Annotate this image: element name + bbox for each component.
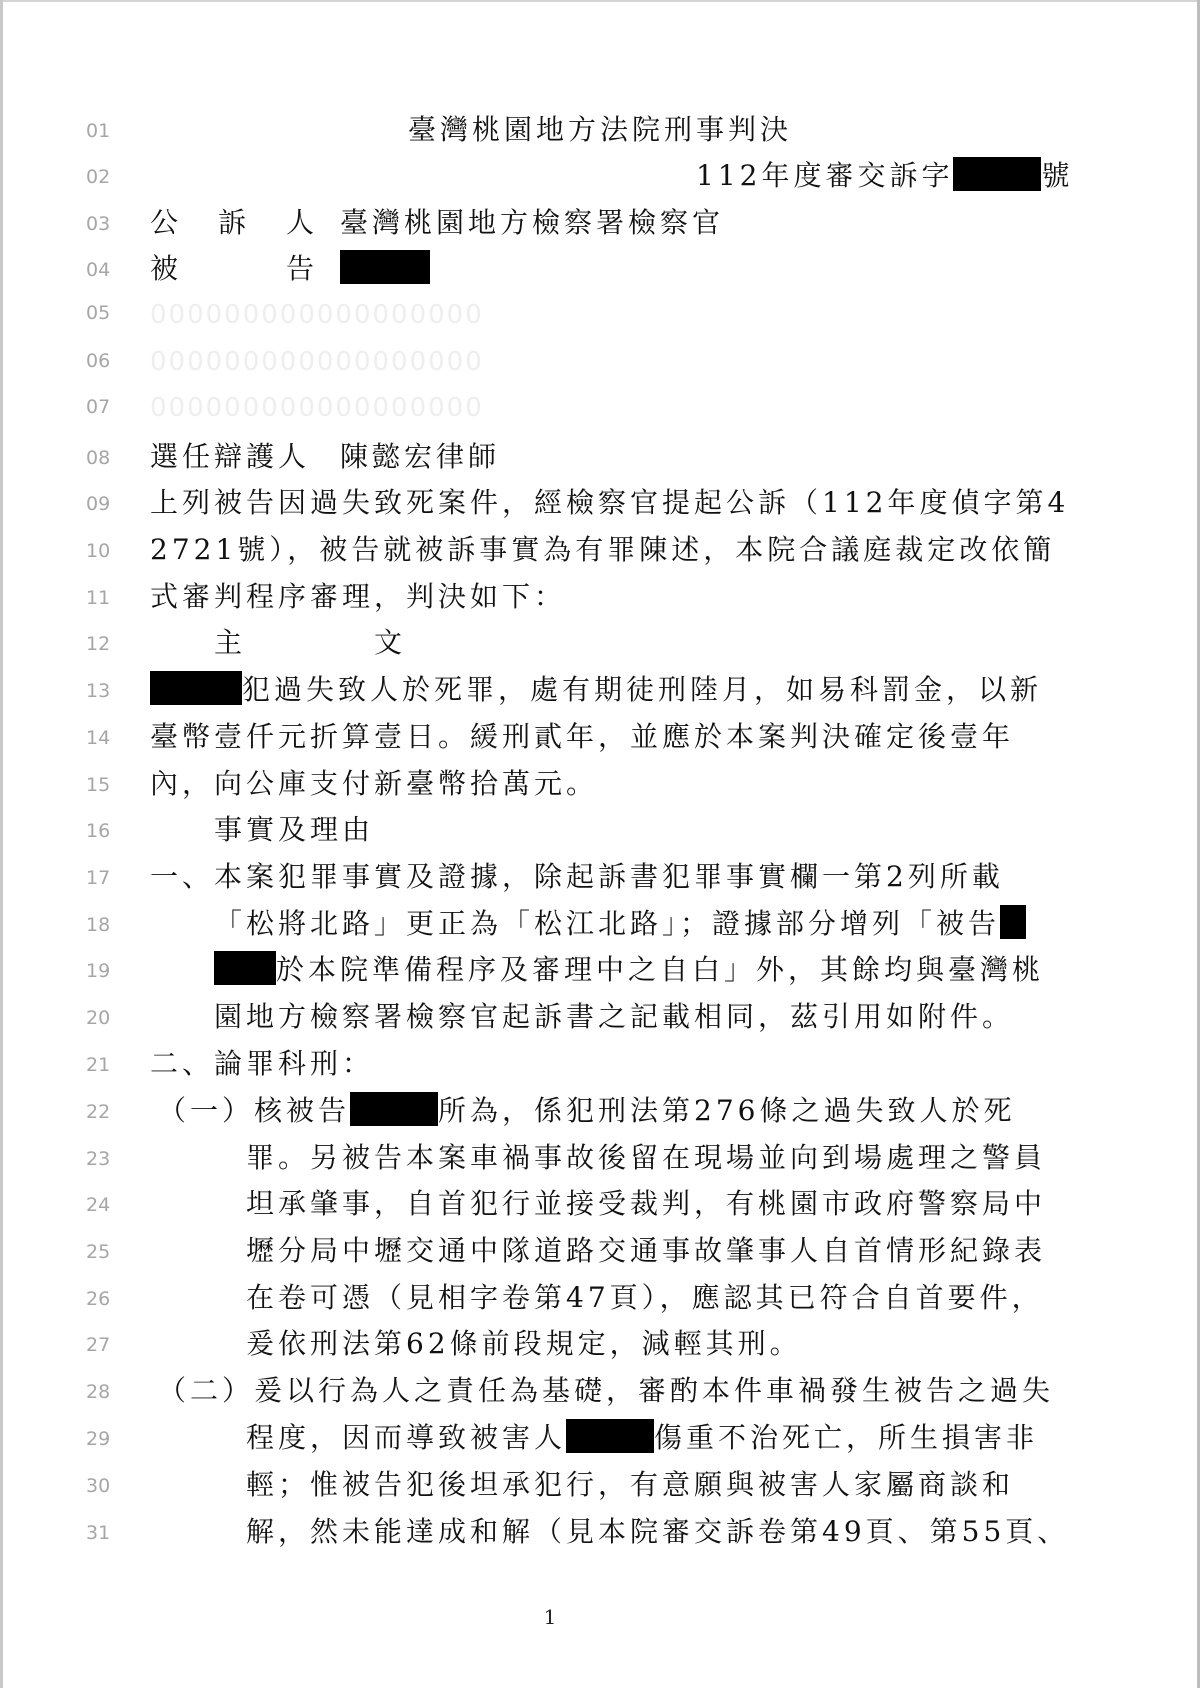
line-number: 13 xyxy=(86,680,111,702)
intro-line: 上列被告因過失致死案件，經檢察官提起公訴（112年度偵字第4 xyxy=(150,486,1070,519)
redaction-block xyxy=(1000,905,1026,939)
line-number: 21 xyxy=(86,1054,111,1076)
redacted-placeholder-line: 000000000000000000 xyxy=(150,347,484,377)
paragraph-one-content: 所為，係犯刑法第276條之過失致人於死 xyxy=(438,1094,1016,1127)
section-one-content: 於本院準備程序及審理中之自白」外，其餘均與臺灣桃 xyxy=(276,953,1045,986)
section-one-line: 園地方檢察署檢察官起訴書之記載相同，茲引用如附件。 xyxy=(214,1000,1015,1033)
line-number: 12 xyxy=(86,633,111,655)
line-number: 10 xyxy=(86,540,111,562)
intro-line: 式審判程序審理，判決如下： xyxy=(150,580,567,613)
intro-line: 2721號），被告就被訴事實為有罪陳述，本院合議庭裁定改依簡 xyxy=(150,533,1056,566)
line-number: 18 xyxy=(86,914,111,936)
paragraph-two-content: 程度，因而導致被害人 xyxy=(246,1421,567,1454)
prosecutor-name: 臺灣桃園地方檢察署檢察官 xyxy=(340,206,725,239)
document-title: 臺灣桃園地方法院刑事判決 xyxy=(408,113,793,146)
paragraph-two-content: 傷重不治死亡，所生損害非 xyxy=(654,1421,1039,1454)
line-number: 08 xyxy=(86,447,111,469)
line-number: 09 xyxy=(86,493,111,515)
prosecutor-line xyxy=(150,203,1050,243)
line-number: 05 xyxy=(86,302,111,324)
redacted-placeholder-line: 000000000000000000 xyxy=(150,300,484,330)
paragraph-two-line xyxy=(246,1418,1146,1458)
main-text-line: 內，向公庫支付新臺幣拾萬元。 xyxy=(150,767,599,800)
line-number: 03 xyxy=(86,213,111,235)
paragraph-one-line: 爰依刑法第62條前段規定，減輕其刑。 xyxy=(246,1327,802,1360)
section-two-heading: 二、論罪科刑： xyxy=(150,1047,375,1080)
line-number: 07 xyxy=(86,396,111,418)
prosecutor-label: 公 訴 人 xyxy=(150,206,321,239)
line-number: 04 xyxy=(86,259,111,281)
redaction-block xyxy=(566,1419,654,1453)
main-text-content: 犯過失致人於死罪，處有期徒刑陸月，如易科罰金，以新 xyxy=(242,673,1043,706)
line-number: 25 xyxy=(86,1241,111,1263)
line-number: 02 xyxy=(86,166,111,188)
line-number: 26 xyxy=(86,1288,111,1310)
defendant-label: 被 告 xyxy=(150,252,321,285)
line-number: 17 xyxy=(86,867,111,889)
redaction-block xyxy=(340,250,430,284)
section-one-line: 一、本案犯罪事實及證據，除起訴書犯罪事實欄一第2列所載 xyxy=(150,860,1004,893)
defendant-line xyxy=(150,249,1050,289)
case-number-prefix: 112年度審交訴字 xyxy=(696,159,954,192)
main-heading: 主 文 xyxy=(214,626,415,659)
section-one-line xyxy=(214,904,1114,944)
paragraph-two-line: （二）爰以行為人之責任為基礎，審酌本件車禍發生被告之過失 xyxy=(158,1374,1055,1407)
redaction-block xyxy=(150,671,242,705)
defense-counsel-line xyxy=(150,437,1050,477)
page-edge xyxy=(0,0,3,1688)
defense-counsel-name: 陳懿宏律師 xyxy=(340,440,501,473)
line-number: 19 xyxy=(86,960,111,982)
paragraph-one-line: 在卷可憑（見相字卷第47頁），應認其已符合自首要件， xyxy=(246,1281,1044,1314)
line-number: 16 xyxy=(86,820,111,842)
paragraph-one-line: 罪。另被告本案車禍事故後留在現場並向到場處理之警員 xyxy=(246,1141,1047,1174)
line-number: 11 xyxy=(86,587,111,609)
redaction-block xyxy=(350,1092,438,1126)
redaction-block xyxy=(953,157,1041,191)
line-number: 29 xyxy=(86,1428,111,1450)
line-number: 30 xyxy=(86,1475,111,1497)
paragraph-two-line: 解，然未能達成和解（見本院審交訴卷第49頁、第55頁、 xyxy=(246,1515,1070,1548)
paragraph-one-line xyxy=(158,1091,1058,1131)
line-number: 01 xyxy=(86,120,111,142)
line-number: 24 xyxy=(86,1194,111,1216)
redaction-block xyxy=(214,951,276,985)
line-number: 20 xyxy=(86,1007,111,1029)
case-number-suffix: 號 xyxy=(1041,159,1074,192)
line-number: 14 xyxy=(86,727,111,749)
main-text-line: 臺幣壹仟元折算壹日。緩刑貳年，並應於本案判決確定後壹年 xyxy=(150,720,1015,753)
case-number xyxy=(696,156,1074,196)
line-number: 27 xyxy=(86,1334,111,1356)
paragraph-one-content: （一）核被告 xyxy=(158,1094,351,1127)
paragraph-one-line: 坦承肇事，自首犯行並接受裁判，有桃園市政府警察局中 xyxy=(246,1187,1047,1220)
defense-label: 選任辯護人 xyxy=(150,440,311,473)
line-number: 31 xyxy=(86,1522,111,1544)
line-number: 23 xyxy=(86,1148,111,1170)
page-number: 1 xyxy=(543,1605,557,1629)
main-text-line xyxy=(150,670,1050,710)
line-number: 06 xyxy=(86,350,111,372)
paragraph-two-line: 輕；惟被告犯後坦承犯行，有意願與被害人家屬商談和 xyxy=(246,1468,1015,1501)
section-one-content: 「松將北路」更正為「松江北路」；證據部分增列「被告 xyxy=(214,907,1001,940)
section-one-line xyxy=(214,950,1114,990)
paragraph-one-line: 壢分局中壢交通中隊道路交通事故肇事人自首情形紀錄表 xyxy=(246,1234,1047,1267)
line-number: 22 xyxy=(86,1101,111,1123)
line-number: 15 xyxy=(86,774,111,796)
line-number: 28 xyxy=(86,1381,111,1403)
redacted-placeholder-line: 000000000000000000 xyxy=(150,393,484,423)
facts-heading: 事實及理由 xyxy=(214,813,375,846)
page-edge xyxy=(0,0,1200,2)
